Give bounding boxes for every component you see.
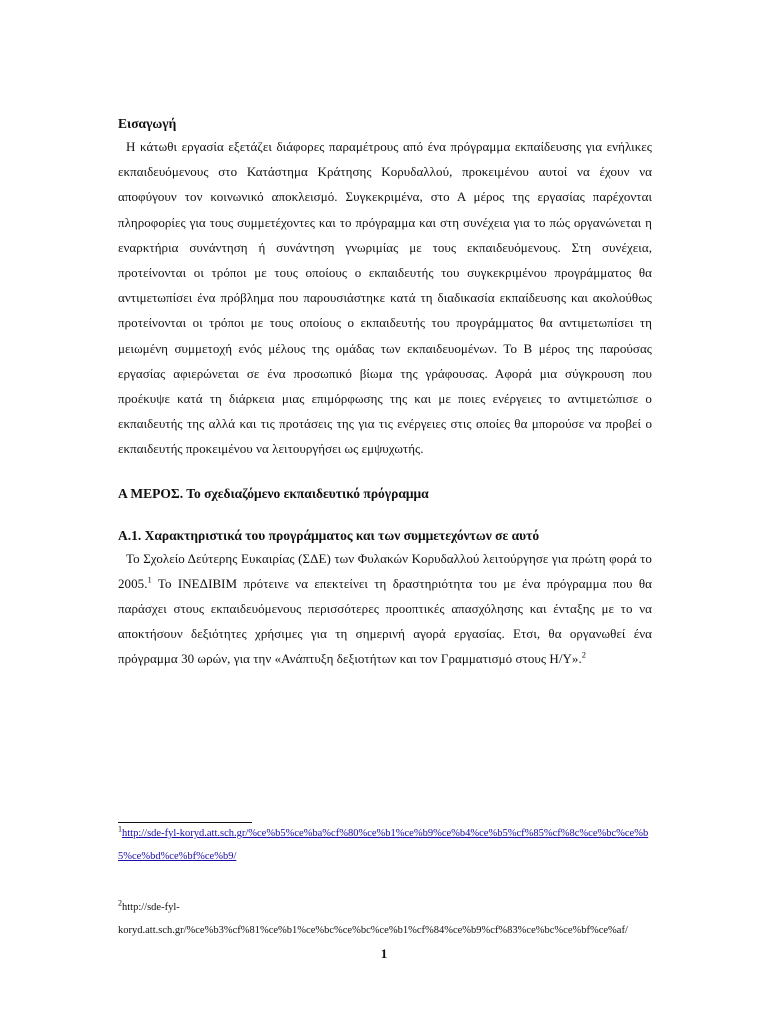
intro-heading: Εισαγωγή [118,116,177,131]
document-body [118,114,652,672]
footnote-reference-1: 1 [147,574,152,585]
section-a-heading: Α ΜΕΡΟΣ. Το σχεδιαζόμενο εκπαιδευτικό πρόγραμμα [118,485,429,501]
page-number: 1 [380,946,388,961]
footnote-reference-2: 2 [581,650,587,661]
subsection-a1-text-part2: Το ΙΝΕΔΙΒΙΜ πρότεινε να επεκτείνει τη δραστηριότητα του με ένα πρόγραμμα που θα παράσχει στους εκπαιδευόμενους περισσότερες προοπτικές απασχόλησης και ένταξης με το να αποκτήσουν δεξιότητες χρήσιμες για τη σημερινή αγορά εργασίας. Ετσι, θα οργανωθεί ένα πρόγραμμα 30 ωρών, για την «Ανάπτυξη δεξιοτήτων και τον Γραμματισμό στους Η/Υ». [118,575,652,667]
footnote-2-number: 2 [118,898,122,908]
intro-paragraph: Η κάτωθι εργασία εξετάζει διάφορες παραμέτρους από ένα πρόγραμμα εκπαίδευσης για ενήλικες εκπαιδευόμενους στο Κατάστημα Κράτησης Κορυδαλλού, προκειμένου αυτοί να έχουν να αποφύγουν τον κοινωνικό αποκλεισμό. Συγκεκριμένα, στο Α μέρος της εργασίας παρέχονται πληροφορίες για τους συμμετέχοντες και το πρόγραμμα και στη συνέχεια για το πώς οργανώνεται η εναρκτήρια συνάντηση ή συνάντηση γνωριμίας με τους εκπαιδευόμενους. Στη συνέχεια, προτείνονται οι τρόποι με τους οποίους ο εκπαιδευτής του συγκεκριμένου προγράμματος θα αντιμετωπίσει ένα πρόβλημα που παρουσιάστηκε κατά τη διαδικασία εκπαίδευσης και ακολούθως προτείνονται οι τρόποι με τους οποίους ο εκπαιδευτής του προγράμματος θα αντιμετωπίσει τη μειωμένη συμμετοχή ενός μέλους της ομάδας των εκπαιδευομένων. Το Β μέρος της παρούσας εργασίας αφιερώνεται σε ένα προσωπικό βίωμα της γράφουσας. Αφορά μια σύγκρουση που προέκυψε κατά τη διάρκεια μιας επιμόρφωσης της και με ποιες ενέργειες το αντιμετώπισε ο εκπαιδευτής της αλλά και τις προτάσεις της για τις ενέργειες στις οποίες θα μπορούσε να προβεί ο εκπαιδευτής προκειμένου να λειτουργήσει ως εμψυχωτής. [118,139,652,457]
subsection-a1-heading: Α.1. Χαρακτηριστικά του προγράμματος και των συμμετεχόντων σε αυτό [118,527,540,543]
footnote-1-link[interactable]: http://sde-fyl-koryd.att.sch.gr/%ce%b5%ce%ba%cf%80%ce%b1%ce%b9%ce%b4%ce%b5%cf%85%cf%8c%ce%bc%ce%b5%ce%bd%ce%bf%ce%b9/ [118,828,649,862]
footnote-2-text: http://sde-fyl-koryd.att.sch.gr/%ce%b3%cf%81%ce%b1%ce%bc%ce%bc%ce%b1%cf%84%ce%b9%cf%83%ce%bc%ce%bf%ce%af/ [118,902,628,936]
footnote-1 [118,822,652,868]
subsection-a1-paragraph [118,546,652,672]
subsection-a1-text-part1: Το Σχολείο Δεύτερης Ευκαιρίας (ΣΔΕ) των Φυλακών Κορυδαλλού λειτούργησε για πρώτη φορά το 2005. [118,550,652,591]
footnote-1-number: 1 [118,824,122,834]
footnote-2 [118,896,652,942]
